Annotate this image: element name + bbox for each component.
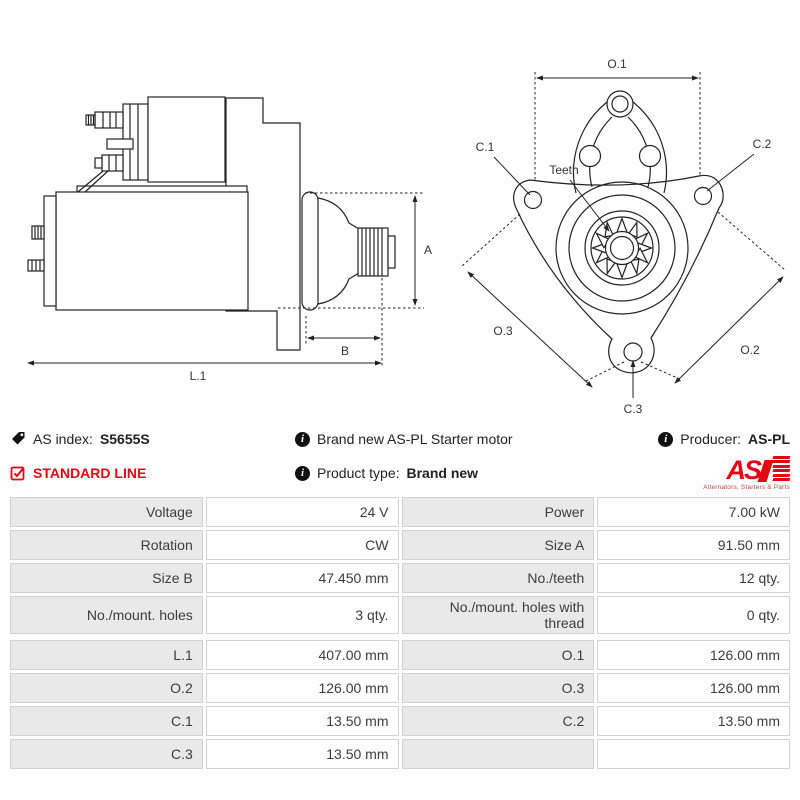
product-type: [295, 465, 605, 481]
spec-value-cell: CW: [206, 530, 399, 560]
tag-icon: [10, 431, 26, 447]
spec-label-cell: C.1: [10, 706, 203, 736]
aspl-logo-text: AS: [726, 454, 760, 485]
aspl-logo-stripes: [773, 456, 790, 481]
front-view-drawing: [440, 30, 800, 420]
producer-label: Producer:: [680, 431, 741, 447]
spec-table-group-2: [10, 640, 790, 769]
spec-value-cell: 126.00 mm: [597, 640, 790, 670]
dim-label-c1: C.1: [475, 140, 495, 154]
dim-label-o2: O.2: [740, 343, 760, 357]
aspl-logo-tagline: Alternators, Starters & Parts: [703, 483, 790, 491]
spec-label-cell: O.2: [10, 673, 203, 703]
spec-label-cell: Voltage: [10, 497, 203, 527]
spec-value-cell: 13.50 mm: [597, 706, 790, 736]
info-icon: i: [295, 432, 310, 447]
spec-value-cell: 407.00 mm: [206, 640, 399, 670]
spec-value-cell: 91.50 mm: [597, 530, 790, 560]
info-icon: i: [658, 432, 673, 447]
spec-label-cell: Power: [402, 497, 595, 527]
product-type-value: Brand new: [406, 465, 479, 481]
producer: [605, 431, 790, 447]
as-index-value: S5655S: [99, 431, 150, 447]
spec-value-cell: 126.00 mm: [597, 673, 790, 703]
dim-label-l1: L.1: [189, 369, 207, 383]
standard-line: [10, 465, 295, 481]
aspl-logo: [703, 456, 790, 491]
side-view-drawing: [10, 70, 450, 400]
info-icon: i: [295, 466, 310, 481]
spec-table: [10, 497, 790, 769]
dim-label-a: A: [424, 243, 433, 257]
dim-label-c3: C.3: [623, 402, 643, 416]
spec-label-cell: O.1: [402, 640, 595, 670]
product-type-label: Product type:: [317, 465, 400, 481]
dim-label-o3: O.3: [493, 324, 513, 338]
spec-value-cell: 13.50 mm: [206, 739, 399, 769]
spec-value-cell: 126.00 mm: [206, 673, 399, 703]
dim-label-b: B: [341, 344, 350, 358]
spec-label-cell: No./mount. holes with thread: [402, 596, 595, 634]
standard-line-label: STANDARD LINE: [33, 465, 147, 481]
spec-label-cell: [402, 739, 595, 769]
spec-label-cell: C.2: [402, 706, 595, 736]
spec-label-cell: O.3: [402, 673, 595, 703]
spec-value-cell: 7.00 kW: [597, 497, 790, 527]
dim-label-c2: C.2: [752, 137, 772, 151]
spec-label-cell: Size A: [402, 530, 595, 560]
spec-value-cell: 3 qty.: [206, 596, 399, 634]
spec-value-cell: [597, 739, 790, 769]
spec-value-cell: 13.50 mm: [206, 706, 399, 736]
brand-logo-slot: [605, 456, 790, 491]
spec-label-cell: C.3: [10, 739, 203, 769]
checkbox-checked-icon: [10, 465, 26, 481]
product-description-text: Brand new AS-PL Starter motor: [317, 431, 513, 447]
producer-value: AS-PL: [748, 431, 790, 447]
product-info-bar: [10, 424, 790, 492]
spec-value-cell: 12 qty.: [597, 563, 790, 593]
as-index-label: AS index:: [33, 431, 93, 447]
spec-label-cell: No./teeth: [402, 563, 595, 593]
dim-label-teeth: Teeth: [549, 163, 579, 177]
spec-value-cell: 47.450 mm: [206, 563, 399, 593]
spec-label-cell: Rotation: [10, 530, 203, 560]
spec-label-cell: L.1: [10, 640, 203, 670]
spec-value-cell: 24 V: [206, 497, 399, 527]
spec-value-cell: 0 qty.: [597, 596, 790, 634]
spec-label-cell: No./mount. holes: [10, 596, 203, 634]
spec-label-cell: Size B: [10, 563, 203, 593]
dim-label-o1: O.1: [607, 57, 627, 71]
as-index: [10, 431, 295, 447]
product-description: [295, 431, 605, 447]
spec-table-group-1: [10, 497, 790, 634]
